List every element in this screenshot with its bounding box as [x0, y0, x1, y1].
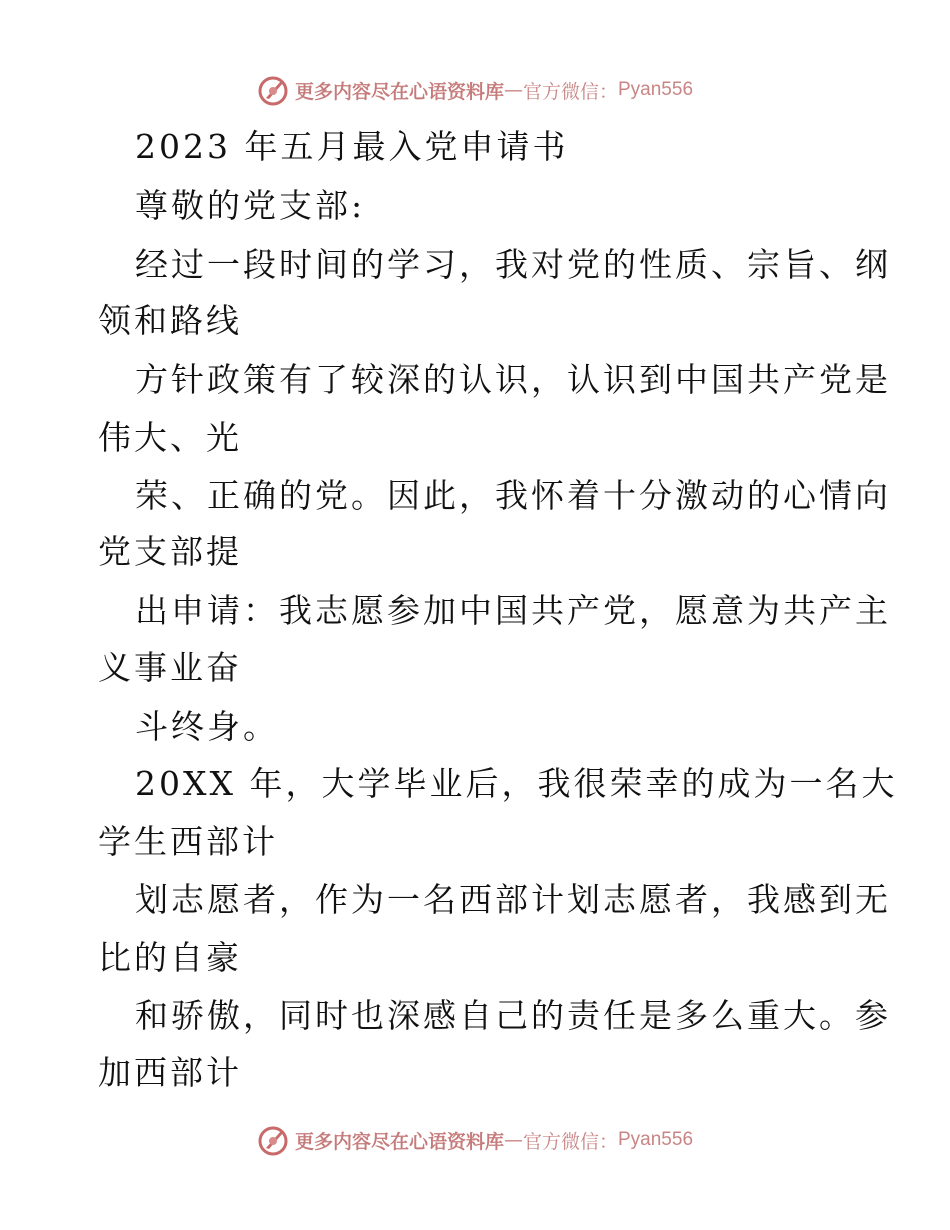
banner-account: Pyan556: [618, 1129, 694, 1150]
banner-account: Pyan556: [618, 79, 694, 100]
body-line: 划志愿者，作为一名西部计划志愿者，我感到无: [135, 880, 891, 919]
body-line: 方针政策有了较深的认识，认识到中国共产党是: [135, 360, 891, 399]
body-line: 经过一段时间的学习，我对党的性质、宗旨、纲: [135, 245, 891, 284]
body-line: 斗终身。: [135, 707, 279, 746]
body-line: 荣、正确的党。因此，我怀着十分激动的心情向: [135, 476, 891, 515]
document-salutation: 尊敬的党支部:: [135, 186, 366, 225]
banner-wechat-label: 官方微信：: [522, 1130, 618, 1153]
body-line: 学生西部计: [98, 822, 278, 861]
banner-wechat-label: 官方微信：: [522, 80, 618, 103]
body-line: 比的自豪: [98, 938, 242, 977]
body-line: 党支部提: [98, 532, 242, 571]
body-line: 领和路线: [98, 301, 242, 340]
footer-watermark-banner: [0, 1120, 950, 1160]
document-title: 2023 年五月最入党申请书: [135, 127, 569, 166]
body-line: 伟大、光: [98, 418, 242, 457]
banner-brand-text: 更多内容尽在心语资料库: [294, 80, 504, 103]
banner-dash: —: [503, 79, 523, 101]
body-line: 义事业奋: [98, 648, 242, 687]
banner-brand-text: 更多内容尽在心语资料库: [294, 1130, 504, 1153]
body-line: 和骄傲，同时也深感自己的责任是多么重大。参: [135, 996, 891, 1035]
banner-dash: —: [503, 1129, 523, 1151]
body-line: 出申请：我志愿参加中国共产党，愿意为共产主: [135, 591, 891, 630]
quill-logo-icon: [257, 1124, 289, 1156]
body-line: 加西部计: [98, 1053, 242, 1092]
body-line: 20XX 年，大学毕业后，我很荣幸的成为一名大: [135, 764, 898, 803]
